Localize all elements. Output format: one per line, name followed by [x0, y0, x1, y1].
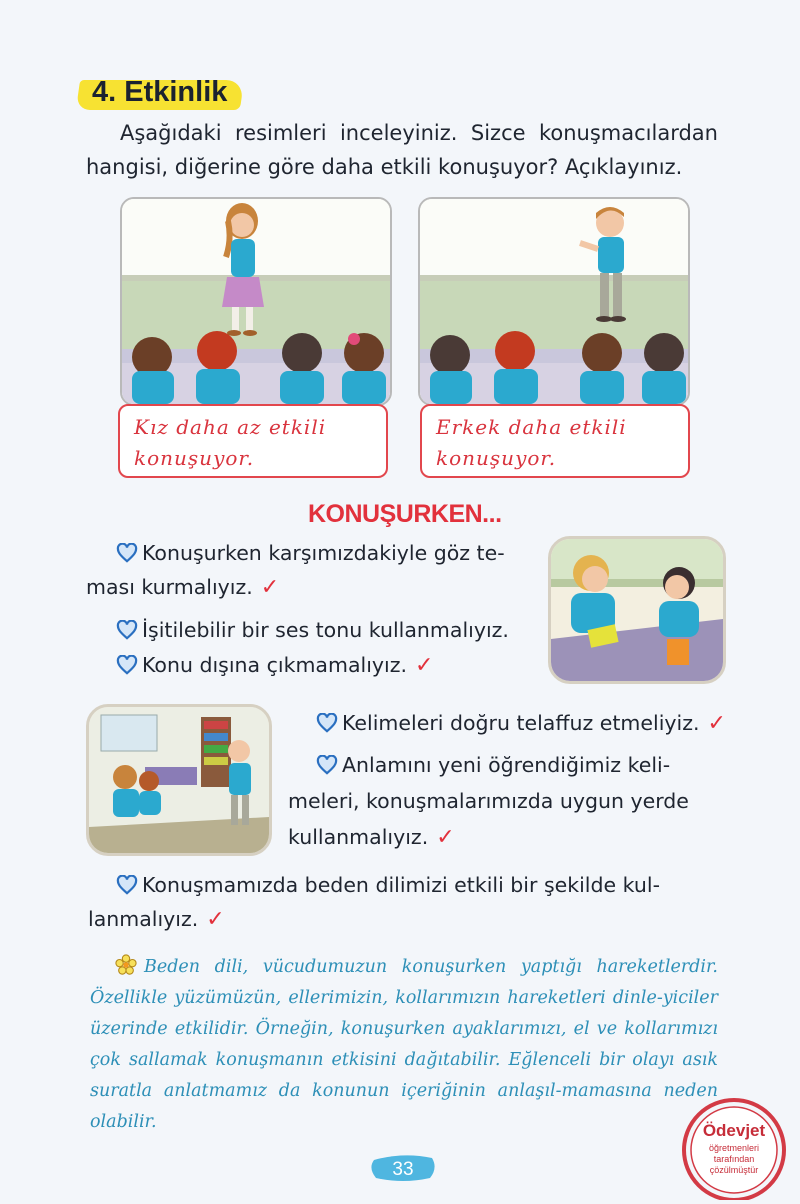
page-number-text: 33	[392, 1159, 414, 1180]
scene-girl-speaker	[120, 197, 392, 406]
checkmark-icon: ✓	[206, 907, 225, 932]
rule-text: Konuşmamızda beden dilimizi etkili bir şekilde kul-	[142, 873, 660, 897]
stamp-line1: öğretmenleri	[708, 1143, 760, 1153]
rule-text: Konuşurken karşımızdakiyle göz te-	[142, 541, 505, 565]
rule-continuation	[288, 784, 689, 818]
answer-right-line1: Erkek daha etkili	[436, 415, 627, 439]
rule-item	[316, 706, 756, 741]
heart-outline-icon	[116, 875, 138, 895]
section-heading: KONUŞURKEN...	[308, 500, 502, 528]
rule-text: kullanmalıyız.	[288, 825, 429, 849]
illustration-two-girls-talking	[548, 536, 726, 684]
odevjet-stamp	[674, 1092, 792, 1200]
rule-item	[116, 536, 536, 570]
illustration-classroom-presentation	[86, 704, 272, 856]
rule-continuation	[88, 902, 225, 937]
rule-text: Anlamını yeni öğrendiğimiz keli-	[342, 753, 671, 777]
checkmark-icon: ✓	[415, 653, 434, 678]
answer-right-line2: konuşuyor.	[436, 446, 557, 470]
rule-text: İşitilebilir bir ses tonu kullanmalıyız.	[142, 618, 509, 642]
rule-text: meleri, konuşmalarımızda uygun yerde	[288, 789, 689, 813]
stamp-line2: tarafından	[713, 1154, 755, 1164]
rule-item	[116, 648, 433, 683]
answer-box-right	[420, 404, 690, 478]
answer-left-line1: Kız daha az etkili	[134, 415, 327, 439]
rule-item	[316, 748, 670, 782]
answer-box-left	[118, 404, 388, 478]
heart-outline-icon	[116, 620, 138, 640]
activity-title	[78, 76, 227, 109]
checkmark-icon: ✓	[707, 711, 726, 736]
answer-left-line2: konuşuyor.	[134, 446, 255, 470]
checkmark-icon: ✓	[436, 825, 455, 850]
info-paragraph	[90, 952, 718, 1138]
stamp-title: Ödevjet	[702, 1121, 766, 1140]
heart-outline-icon	[316, 713, 338, 733]
rule-text: Konu dışına çıkmamalıyız.	[142, 653, 408, 677]
activity-title-text: 4. Etkinlik	[92, 76, 228, 108]
checkmark-icon: ✓	[260, 575, 280, 600]
rule-item	[116, 868, 660, 902]
heart-outline-icon	[116, 543, 138, 563]
scene-boy-speaker	[418, 197, 690, 406]
page-number	[368, 1150, 438, 1184]
rule-text: lanmalıyız.	[88, 907, 199, 931]
rule-text: Kelimeleri doğru telaffuz etmeliyiz.	[342, 711, 700, 735]
intro-text: Aşağıdaki resimleri inceleyiniz. Sizce konuşmacılardan hangisi, diğerine göre daha etkili konuşuyor? Açıklayınız.	[86, 121, 718, 179]
flower-icon	[114, 954, 138, 976]
heart-outline-icon	[316, 755, 338, 775]
rule-item	[116, 613, 509, 647]
rule-continuation	[288, 820, 455, 855]
rule-continuation	[86, 570, 279, 605]
info-text: Beden dili, vücudumuzun konuşurken yaptığı hareketlerdir. Özellikle yüzümüzün, ellerimizin, kollarımızın hareketleri dinle-yiciler üzerinde etkilidir. Örneğin, konuşurken ayaklarımızı, el ve kollarımızı çok sallamak konuşmanın etkisini dağıtabilir. Eğlenceli bir olayı asık suratla anlatmamız da konunun içeriğinin anlaşıl-mamasına neden olabilir.	[90, 957, 718, 1132]
rule-text: ması kurmalıyız.	[86, 575, 253, 599]
stamp-line3: çözülmüştür	[709, 1165, 759, 1175]
heart-outline-icon	[116, 655, 138, 675]
